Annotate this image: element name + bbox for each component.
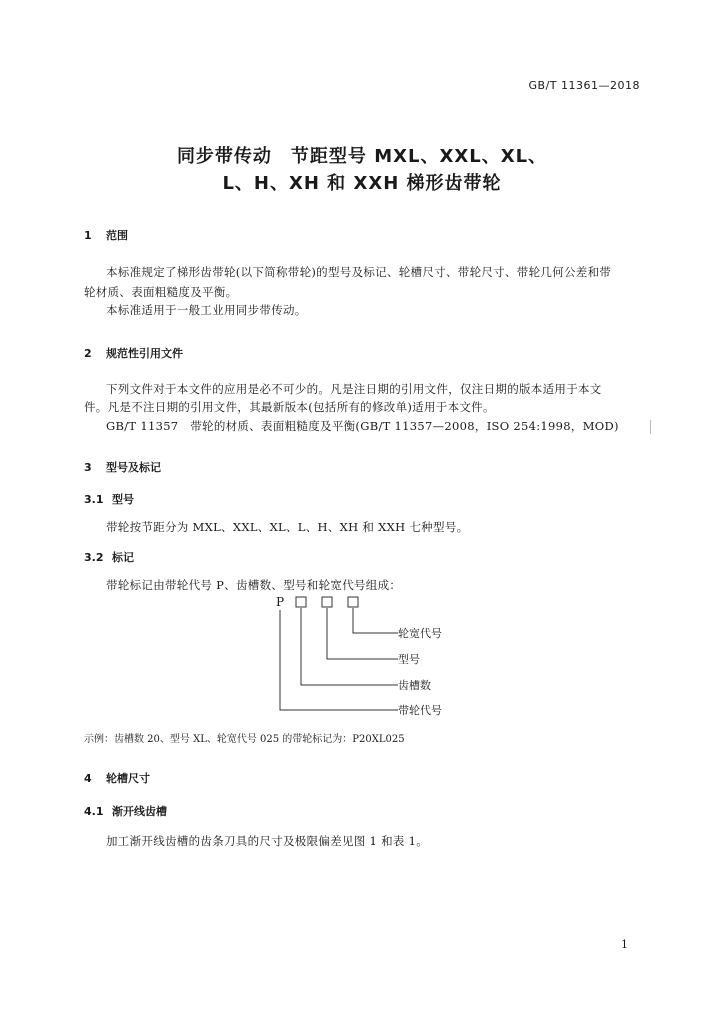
section-number: 1 bbox=[84, 229, 92, 242]
doc-title-line2: L、H、XH 和 XXH 梯形齿带轮 bbox=[222, 173, 502, 194]
box-teeth bbox=[296, 597, 306, 607]
s2-paragraph-1a: 下列文件对于本文件的应用是必不可少的。凡是注日期的引用文件，仅注日期的版本适用于本文 bbox=[106, 382, 602, 396]
section-number: 2 bbox=[84, 347, 92, 360]
s1-paragraph-1b: 轮材质、表面粗糙度及平衡。 bbox=[84, 285, 238, 299]
doc-title-line1: 同步带传动 节距型号 MXL、XXL、XL、 bbox=[176, 146, 548, 167]
s2-paragraph-1b: 件。凡是不注日期的引用文件，其最新版本(包括所有的修改单)适用于本文件。 bbox=[84, 400, 495, 414]
box-type bbox=[322, 597, 332, 607]
s3-2-paragraph: 带轮标记由带轮代号 P、齿槽数、型号和轮宽代号组成： bbox=[106, 578, 402, 592]
leader-teeth bbox=[301, 608, 398, 685]
s1-paragraph-2: 本标准适用于一般工业用同步带传动。 bbox=[106, 303, 307, 317]
s2-reference: GB/T 11357 带轮的材质、表面粗糙度及平衡(GB/T 11357—2008，ISO 254:1998，MOD) bbox=[106, 419, 619, 433]
leader-code bbox=[280, 610, 398, 710]
section-title: 渐开线齿槽 bbox=[112, 805, 167, 818]
section-title: 轮槽尺寸 bbox=[106, 772, 150, 785]
s4-1-paragraph: 加工渐开线齿槽的齿条刀具的尺寸及极限偏差见图 1 和表 1。 bbox=[106, 834, 429, 848]
s1-paragraph-1a: 本标准规定了梯形齿带轮(以下简称带轮)的型号及标记、轮槽尺寸、带轮尺寸、带轮几何公差和带 bbox=[106, 265, 612, 279]
box-width bbox=[348, 597, 358, 607]
standard-code: GB/T 11361—2018 bbox=[528, 79, 640, 92]
page-number: 1 bbox=[621, 938, 628, 951]
leader-width bbox=[353, 608, 398, 633]
section-number: 4 bbox=[84, 772, 92, 785]
label-width-code: 轮宽代号 bbox=[398, 627, 442, 640]
section-number: 3.2 bbox=[84, 551, 104, 564]
section-title: 型号及标记 bbox=[106, 461, 161, 474]
section-title: 规范性引用文件 bbox=[106, 347, 183, 360]
diagram-p-letter: P bbox=[276, 595, 285, 609]
section-title: 范围 bbox=[106, 229, 128, 242]
section-title: 型号 bbox=[112, 493, 134, 506]
section-title: 标记 bbox=[112, 551, 134, 564]
section-number: 3.1 bbox=[84, 493, 104, 506]
designation-example: 示例：齿槽数 20、型号 XL、轮宽代号 025 的带轮标记为：P20XL025 bbox=[84, 734, 405, 745]
section-number: 4.1 bbox=[84, 805, 104, 818]
label-pulley-code: 带轮代号 bbox=[398, 704, 442, 717]
label-type: 型号 bbox=[398, 653, 420, 666]
section-4-heading bbox=[84, 770, 150, 786]
s3-1-paragraph: 带轮按节距分为 MXL、XXL、XL、L、H、XH 和 XXH 七种型号。 bbox=[106, 520, 469, 534]
section-4-1-heading bbox=[84, 803, 167, 819]
label-teeth-count: 齿槽数 bbox=[398, 679, 431, 692]
section-number: 3 bbox=[84, 461, 92, 474]
